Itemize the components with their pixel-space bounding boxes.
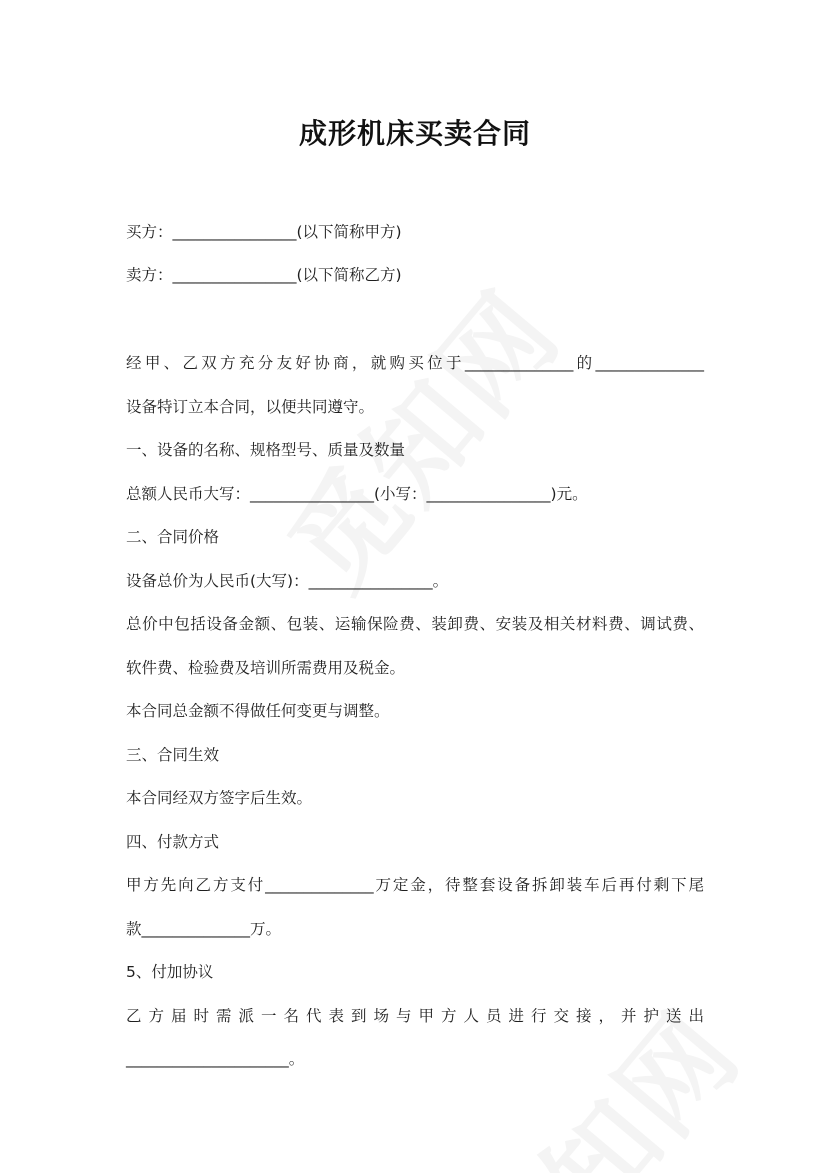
- agreement-line-1: 乙方届时需派一名代表到场与甲方人员进行交接，并护送出: [126, 1007, 704, 1025]
- buyer-line: 买方：________________(以下简称甲方): [126, 223, 402, 241]
- preamble-line-2: 设备特订立本合同，以便共同遵守。: [126, 398, 375, 416]
- seller-line: 卖方：________________(以下简称乙方): [126, 266, 402, 284]
- section-1-heading: 一、设备的名称、规格型号、质量及数量: [126, 441, 406, 459]
- document-title: 成形机床买卖合同: [298, 117, 531, 150]
- price-includes-line-1: 总价中包括设备金额、包装、运输保险费、装卸费、安装及相关材料费、调试费、: [126, 615, 704, 633]
- preamble-line-1: 经甲、乙双方充分友好协商，就购买位于______________的______________: [126, 354, 704, 372]
- total-amount-line: 总额人民币大写：________________(小写：________________)元。: [126, 485, 588, 503]
- section-4-heading: 四、付款方式: [126, 833, 220, 851]
- section-5-heading: 5、付加协议: [126, 963, 214, 981]
- effective-line: 本合同经双方签字后生效。: [126, 789, 313, 807]
- agreement-line-2: _____________________。: [126, 1050, 305, 1068]
- payment-line-1: 甲方先向乙方支付______________万定金，待整套设备拆卸装车后再付剩下尾: [126, 876, 704, 894]
- total-price-line: 设备总价为人民币(大写)：________________。: [126, 572, 449, 590]
- no-change-line: 本合同总金额不得做任何变更与调整。: [126, 702, 390, 720]
- section-2-heading: 二、合同价格: [126, 528, 220, 546]
- payment-line-2: 款______________万。: [126, 920, 282, 938]
- price-includes-line-2: 软件费、检验费及培训所需费用及税金。: [126, 659, 406, 677]
- section-3-heading: 三、合同生效: [126, 746, 220, 764]
